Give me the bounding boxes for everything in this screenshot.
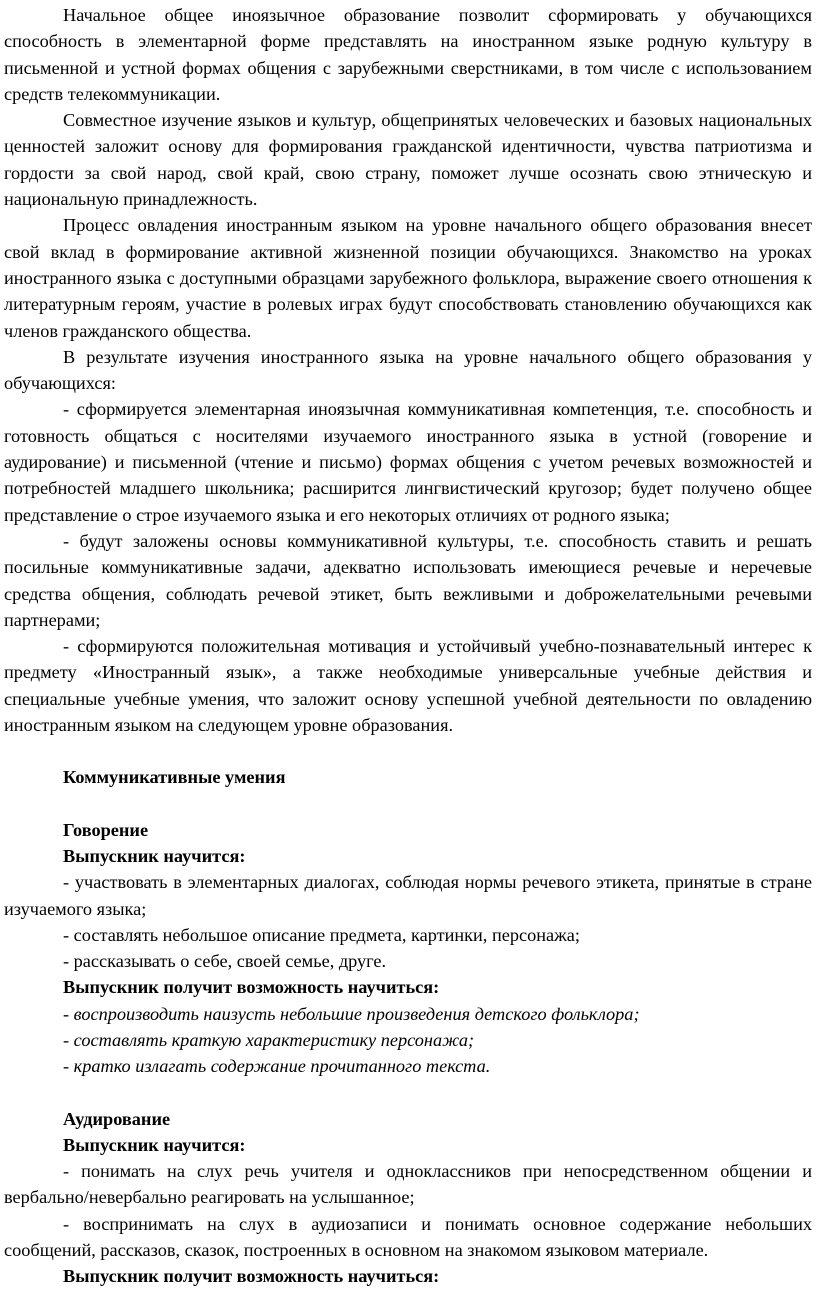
- listening-will-learn-item-2: - воспринимать на слух в аудиозаписи и понимать основное содержание небольших сообщений, рассказов, сказок, построенных в основном на знакомом языковом материале.: [4, 1213, 812, 1261]
- speaking-will-learn-item-2: - составлять небольшое описание предмета, картинки, персонажа;: [63, 924, 580, 945]
- section-title: Коммуникативные умения: [63, 767, 286, 788]
- outcome-item-3: - сформируются положительная мотивация и устойчивый учебно-познавательный интерес к предмету «Иностранный язык», а также необходимые универсальные учебные действия и специальные учебные умения, что заложит основу успешной учебной деятельности по овладению иностранным языком на следующем уровне образования.: [4, 636, 812, 736]
- speaking-will-learn-item-1: - участвовать в элементарных диалогах, соблюдая нормы речевого этикета, принятые в стране изучаемого языка;: [4, 872, 812, 919]
- listening-title: Аудирование: [63, 1108, 171, 1129]
- intro-paragraph-2: Совместное изучение языков и культур, общепринятых человеческих и базовых национальных ценностей заложит основу для формирования гражданской идентичности, чувства патриотизма и гордости за свой народ, свой край, свою страну, поможет лучше осознать свою этническую и национальную принадлежность.: [4, 110, 812, 210]
- intro-paragraph-3: Процесс овладения иностранным языком на уровне начального общего образования внесет свой вклад в формирование активной жизненной позиции обучающихся. Знакомство на уроках иностранного языка с доступными образцами зарубежного фольклора, выражение своего отношения к литературным героям, участие в ролевых играх будут способствовать становлению обучающихся как членов гражданского общества.: [4, 215, 812, 341]
- speaking-opportunity-item-2: - составлять краткую характеристику персонажа;: [63, 1029, 475, 1050]
- listening-opportunity-label: Выпускник получит возможность научиться:: [63, 1266, 440, 1287]
- speaking-opportunity-label: Выпускник получит возможность научиться:: [63, 977, 440, 998]
- outcome-item-1: - сформируется элементарная иноязычная коммуникативная компетенция, т.е. способность и готовность общаться с носителями изучаемого иностранного языка в устной (говорение и аудирование) и письменной (чтение и письмо) формах общения с учетом речевых возможностей и потребностей младшего школьника; расширится лингвистический кругозор; будет получено общее представление о строе изучаемого языка и его некоторых отличиях от родного языка;: [4, 399, 812, 525]
- listening-will-learn-label: Выпускник научится:: [63, 1134, 246, 1155]
- listening-will-learn-item-1: - понимать на слух речь учителя и одноклассников при непосредственном общении и вербально/невербально реагировать на услышанное;: [4, 1161, 812, 1208]
- speaking-will-learn-item-3: - рассказывать о себе, своей семье, друге.: [63, 951, 387, 972]
- speaking-opportunity-item-1: - воспроизводить наизусть небольшие произведения детского фольклора;: [63, 1003, 640, 1024]
- intro-paragraph-1: Начальное общее иноязычное образование позволит сформировать у обучающихся способность в элементарной форме представлять на иностранном языке родную культуру в письменной и устной формах общения с зарубежными сверстниками, в том числе с использованием средств телекоммуникации.: [4, 5, 812, 104]
- speaking-opportunity-item-3: - кратко излагать содержание прочитанного текста.: [63, 1056, 491, 1077]
- speaking-title: Говорение: [63, 819, 149, 840]
- outcome-item-2: - будут заложены основы коммуникативной культуры, т.е. способность ставить и решать посильные коммуникативные задачи, адекватно использовать имеющиеся речевые и неречевые средства общения, соблюдать речевой этикет, быть вежливыми и доброжелательными речевыми партнерами;: [4, 530, 812, 630]
- speaking-will-learn-label: Выпускник научится:: [63, 845, 246, 866]
- intro-paragraph-4: В результате изучения иностранного языка на уровне начального общего образования у обучающихся:: [4, 346, 812, 394]
